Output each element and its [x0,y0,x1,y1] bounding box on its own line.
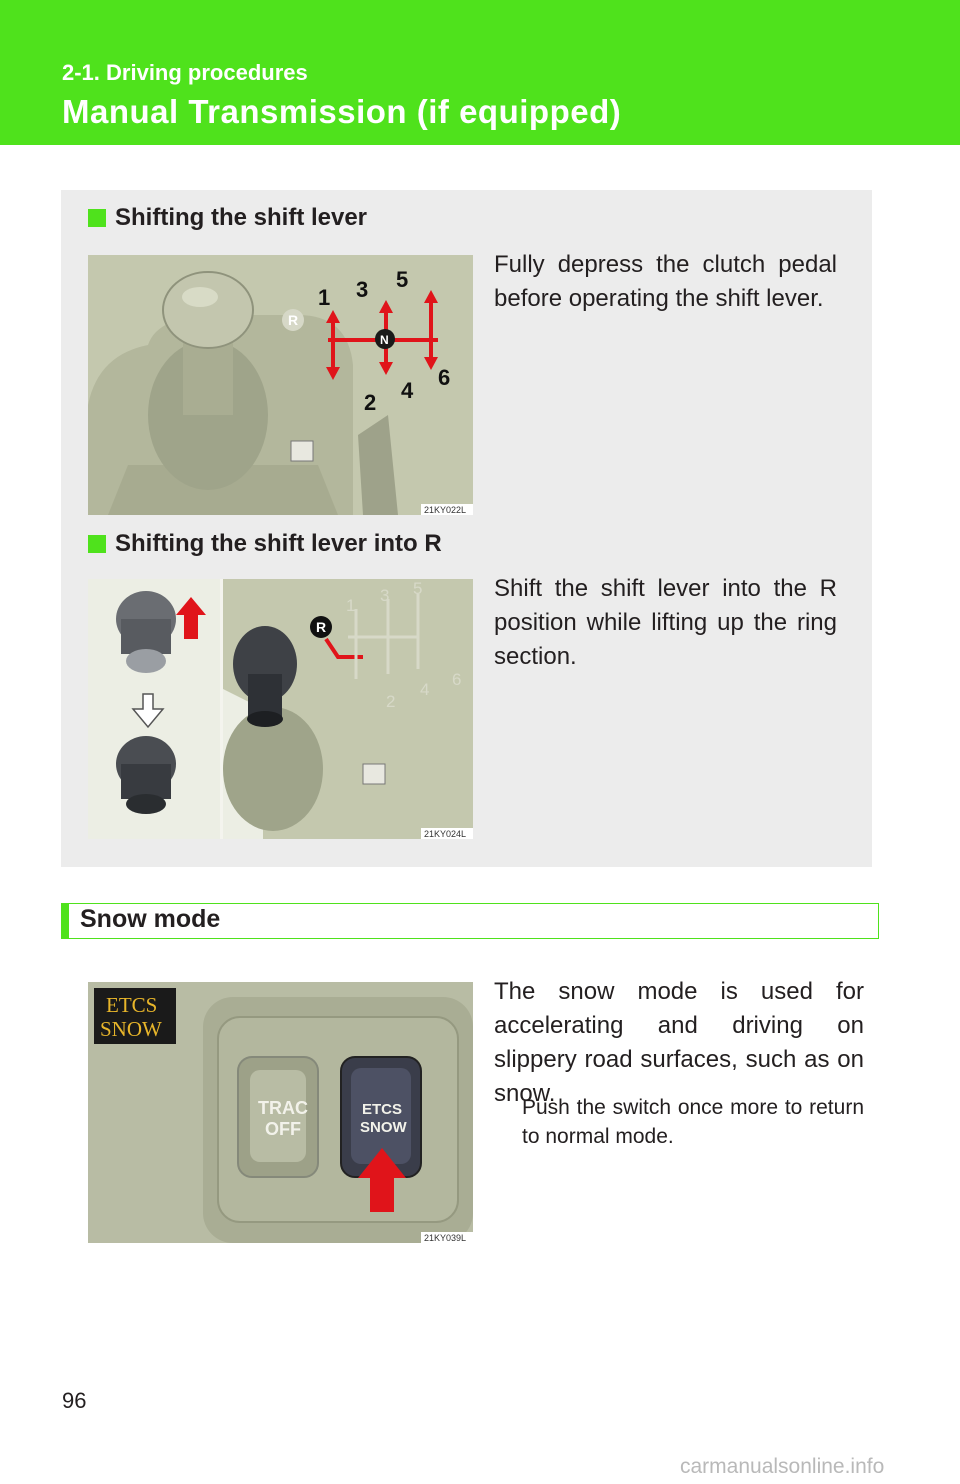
reverse-shift-illustration [88,579,473,839]
etcs-snow-line1: ETCS [362,1101,403,1118]
image-code: 21KY024L [424,829,467,839]
shift-pattern-illustration [88,255,473,515]
square-bullet-icon [88,209,106,227]
indicator-line1: ETCS [106,993,158,1017]
image-code: 21KY039L [424,1233,467,1243]
snow-mode-note: Push the switch once more to return to normal mode. [522,1096,864,1148]
trac-off-line2: OFF [265,1119,301,1139]
gear-label-2: 2 [364,390,377,415]
gear-label-4: 4 [420,680,430,699]
page-title: Manual Transmission (if equipped) [62,93,622,130]
gear-label-5: 5 [413,579,423,598]
gear-label-2: 2 [386,692,396,711]
gear-label-r: R [316,619,327,635]
gear-label-4: 4 [401,378,414,403]
snow-mode-heading: Snow mode [80,905,221,933]
gear-label-3: 3 [380,586,390,605]
shift-lever-heading [88,204,367,232]
snow-switch-illustration [88,982,473,1243]
gear-label-1: 1 [318,285,331,310]
shift-into-r-text: Shift the shift lever into the R position while lifting up the ring section. [494,575,837,670]
gear-label-r: R [288,312,299,328]
gear-label-1: 1 [346,596,356,615]
shift-lever-heading-text: Shifting the shift lever [115,204,368,231]
page-number: 96 [62,1388,87,1413]
gear-label-n: N [380,333,389,347]
shift-into-r-heading-text: Shifting the shift lever into R [115,530,442,557]
gear-label-5: 5 [396,267,409,292]
shift-into-r-heading [88,530,442,558]
watermark: carmanualsonline.info [680,1455,885,1478]
indicator-line2: SNOW [100,1017,162,1041]
shift-lever-text: Fully depress the clutch pedal before operating the shift lever. [494,251,837,312]
image-code: 21KY022L [424,505,467,515]
square-bullet-icon [88,535,106,553]
etcs-snow-line2: SNOW [360,1119,407,1136]
section-label: 2-1. Driving procedures [62,60,308,85]
snow-mode-text: The snow mode is used for accelerating and driving on slippery road surfaces, such as on snow. [494,978,864,1107]
gear-label-6: 6 [438,365,451,390]
gear-label-6: 6 [452,670,462,689]
trac-off-line1: TRAC [258,1098,308,1118]
gear-label-3: 3 [356,277,369,302]
